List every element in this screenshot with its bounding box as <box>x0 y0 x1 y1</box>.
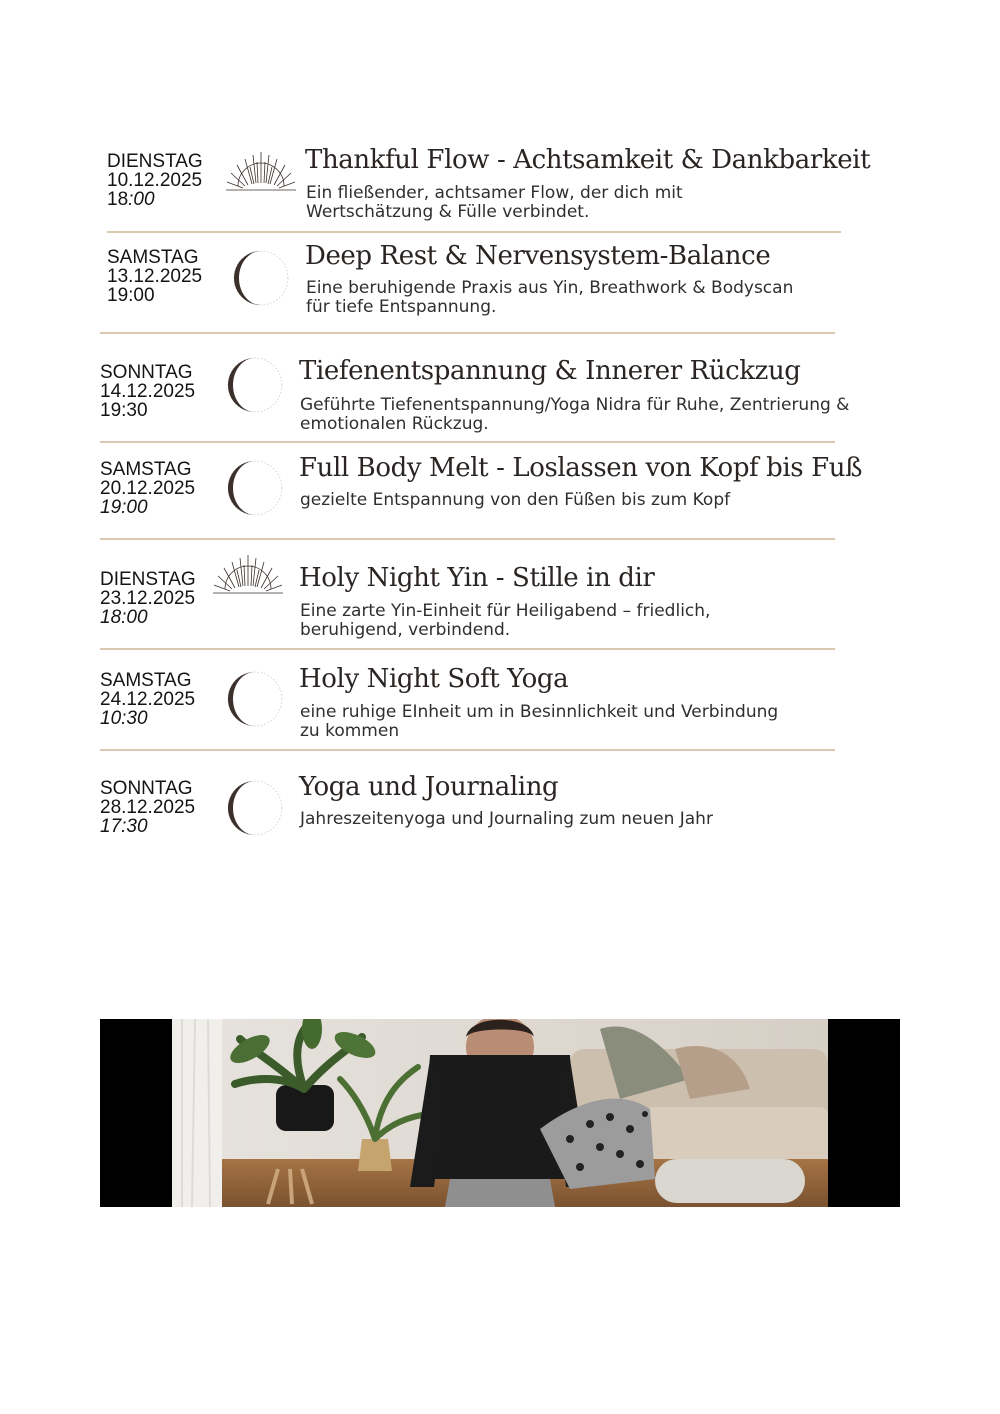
event-description: eine ruhige EInheit um in Besinnlichkeit und Verbindung zu kommen <box>300 702 779 741</box>
event-date <box>107 248 227 305</box>
event-title: Thankful Flow - Achtsamkeit & Dankbarkeit <box>305 145 871 175</box>
divider <box>100 538 835 540</box>
event-title: Holy Night Soft Yoga <box>299 664 569 694</box>
event-day: DIENSTAG <box>107 151 203 172</box>
yoga-photo-illustration <box>100 1019 900 1207</box>
event-description: Eine zarte Yin-Einheit für Heiligabend – friedlich, beruhigend, verbindend. <box>300 601 711 640</box>
event-date-value: 28.12.2025 <box>100 797 196 818</box>
event-description: Eine beruhigende Praxis aus Yin, Breathwork & Bodyscan für tiefe Entspannung. <box>306 278 794 317</box>
event-description: Geführte Tiefenentspannung/Yoga Nidra für Ruhe, Zentrierung & emotionalen Rückzug. <box>300 395 850 434</box>
event-date-value: 13.12.2025 <box>107 266 203 287</box>
event-day: SAMSTAG <box>107 247 199 268</box>
divider <box>107 231 841 233</box>
event-description: Jahreszeitenyoga und Journaling zum neuen Jahr <box>300 809 713 829</box>
event-date <box>100 671 220 728</box>
divider <box>100 441 835 443</box>
yoga-photo <box>100 1019 900 1207</box>
event-title: Full Body Melt - Loslassen von Kopf bis Fuß <box>299 453 863 483</box>
event-time: 18:00 <box>100 607 148 628</box>
event-date-value: 10.12.2025 <box>107 170 203 191</box>
divider <box>100 749 835 751</box>
moon-icon <box>232 249 290 307</box>
event-date <box>100 460 220 517</box>
event-time: 17:30 <box>100 816 148 837</box>
event-date-value: 24.12.2025 <box>100 689 196 710</box>
event-time: 10:30 <box>100 708 148 729</box>
event-day: SAMSTAG <box>100 670 192 691</box>
sunrise-icon <box>224 150 298 194</box>
event-date <box>100 570 220 627</box>
event-date <box>107 152 227 209</box>
event-date <box>100 363 220 420</box>
moon-icon <box>226 779 284 837</box>
event-title: Deep Rest & Nervensystem-Balance <box>305 241 771 271</box>
sunrise-icon <box>211 553 285 597</box>
event-date <box>100 779 220 836</box>
event-time: 19:00 <box>107 285 155 306</box>
event-description: gezielte Entspannung von den Füßen bis zum Kopf <box>300 490 731 510</box>
event-description: Ein fließender, achtsamer Flow, der dich mit Wertschätzung & Fülle verbindet. <box>306 183 683 222</box>
event-time: 19:00 <box>100 497 148 518</box>
event-date-value: 20.12.2025 <box>100 478 196 499</box>
event-date-value: 14.12.2025 <box>100 381 196 402</box>
event-day: SONNTAG <box>100 362 193 383</box>
moon-icon <box>226 459 284 517</box>
divider <box>100 648 835 650</box>
event-date-value: 23.12.2025 <box>100 588 196 609</box>
divider <box>100 332 835 334</box>
event-day: SAMSTAG <box>100 459 192 480</box>
event-title: Yoga und Journaling <box>299 772 559 802</box>
event-day: DIENSTAG <box>100 569 196 590</box>
event-time: 19:30 <box>100 400 148 421</box>
moon-icon <box>226 670 284 728</box>
event-title: Tiefenentspannung & Innerer Rückzug <box>299 356 801 386</box>
event-title: Holy Night Yin - Stille in dir <box>299 563 655 593</box>
event-day: SONNTAG <box>100 778 193 799</box>
moon-icon <box>226 356 284 414</box>
event-time: 18:00 <box>107 189 155 210</box>
